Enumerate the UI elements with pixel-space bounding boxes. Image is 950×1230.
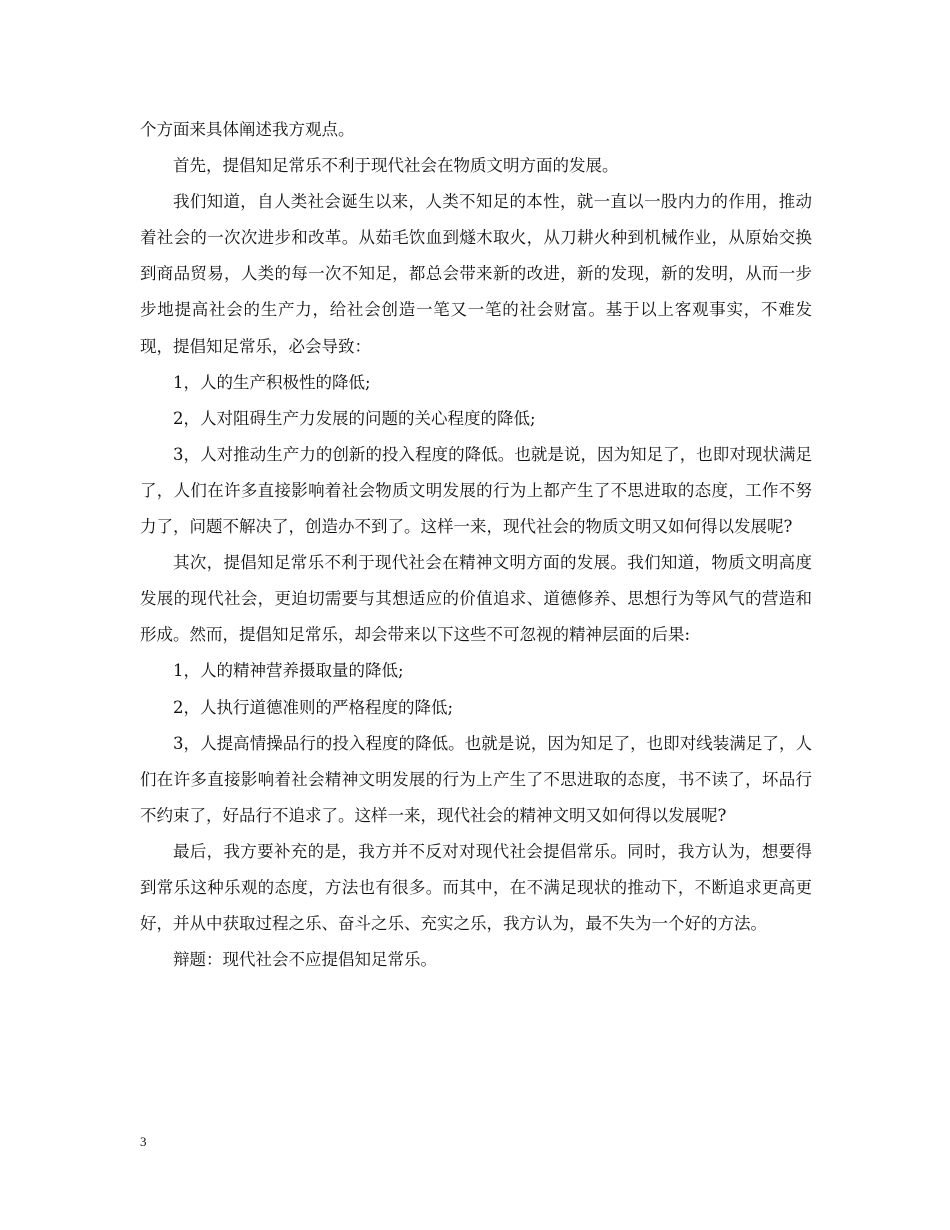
paragraph: 3，人提高情操品行的投入程度的降低。也就是说，因为知足了，也即对线装满足了，人们在许多直接影响着社会精神文明发展的行为上产生了不思进取的态度，书不读了，坏品行不约束了，好品行不追求了。这样一来，现代社会的精神文明又如何得以发展呢? <box>140 733 812 825</box>
document-body <box>140 112 812 978</box>
paragraph: 辩题：现代社会不应提倡知足常乐。 <box>173 950 437 970</box>
paragraph: 2，人对阻碍生产力发展的问题的关心程度的降低; <box>173 408 536 428</box>
paragraph: 首先，提倡知足常乐不利于现代社会在物质文明方面的发展。 <box>173 156 619 176</box>
paragraph: 我们知道，自人类社会诞生以来，人类不知足的本性，就一直以一股内力的作用，推动着社会的一次次进步和改革。从茹毛饮血到燧木取火，从刀耕火种到机械作业，从原始交换到商品贸易，人类的每一次不知足，都总会带来新的改进，新的发现，新的发明，从而一步步地提高社会的生产力，给社会创造一笔又一笔的社会财富。基于以上客观事实，不难发现，提倡知足常乐，必会导致： <box>140 192 812 356</box>
paragraph: 1，人的生产积极性的降低; <box>173 372 371 392</box>
paragraph: 3，人对推动生产力的创新的投入程度的降低。也就是说，因为知足了，也即对现状满足了，人们在许多直接影响着社会物质文明发展的行为上都产生了不思进取的态度，工作不努力了，问题不解决了，创造办不到了。这样一来，现代社会的物质文明又如何得以发展呢? <box>140 444 812 537</box>
paragraph: 其次，提倡知足常乐不利于现代社会在精神文明方面的发展。我们知道，物质文明高度发展的现代社会，更迫切需要与其想适应的价值追求、道德修养、思想行为等风气的营造和形成。然而，提倡知足常乐，却会带来以下这些不可忽视的精神层面的后果: <box>140 553 812 645</box>
page-number: 3 <box>140 1134 147 1149</box>
paragraph: 2，人执行道德准则的严格程度的降低; <box>173 697 454 717</box>
paragraph: 1，人的精神营养摄取量的降低; <box>173 661 404 681</box>
paragraph: 最后，我方要补充的是，我方并不反对对现代社会提倡常乐。同时，我方认为，想要得到常乐这种乐观的态度，方法也有很多。而其中，在不满足现状的推动下，不断追求更高更好，并从中获取过程之乐、奋斗之乐、充实之乐，我方认为，最不失为一个好的方法。 <box>140 841 812 934</box>
paragraph: 个方面来具体阐述我方观点。 <box>140 120 355 139</box>
